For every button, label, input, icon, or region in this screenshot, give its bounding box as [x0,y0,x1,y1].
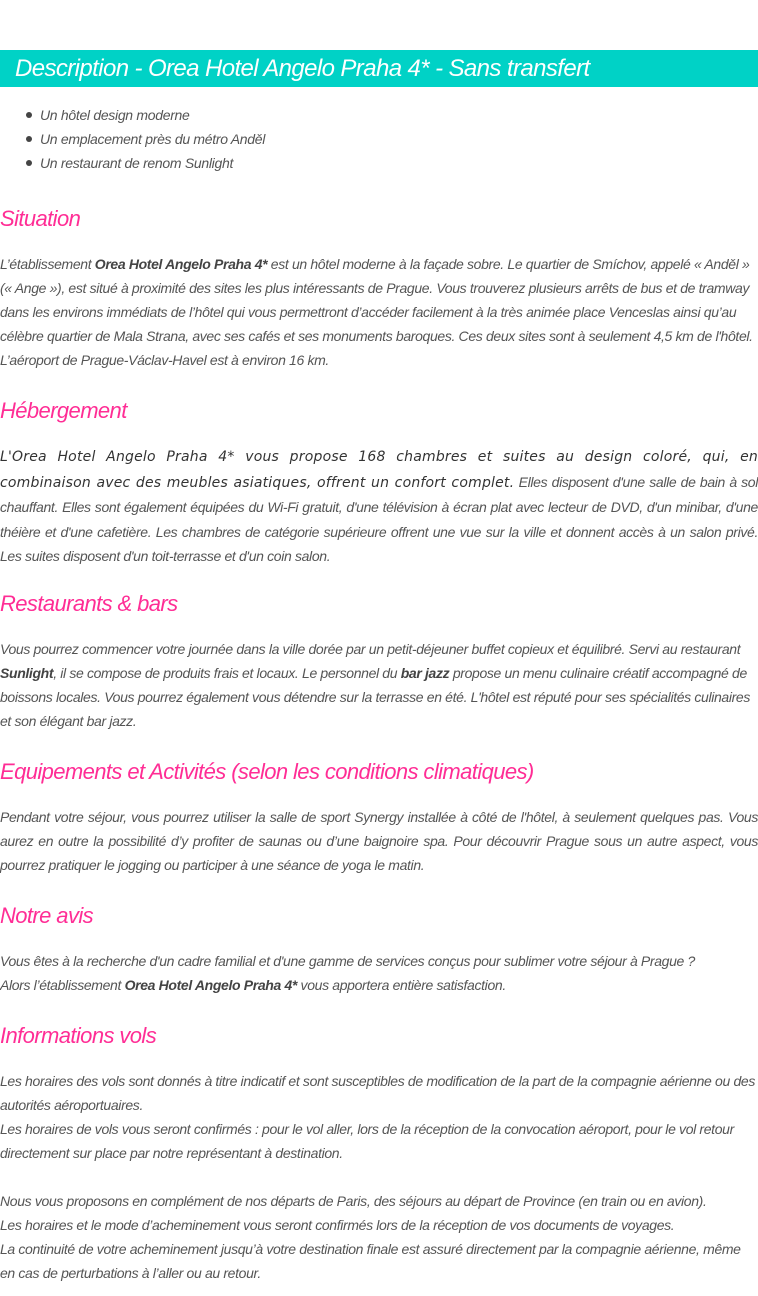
text: Alors l’établissement [0,977,125,993]
paragraph: Nous vous proposons en complément de nos départs de Paris, des séjours au départ de Province (en train ou en avion). [0,1193,707,1209]
paragraph [0,973,758,997]
section-heading: Restaurants & bars [0,591,178,616]
section-heading: Informations vols [0,1023,157,1048]
paragraph: Les horaires de vols vous seront confirmés : pour le vol aller, lors de la réception de la convocation aéroport, pour le vol retour directement sur place par notre représentant à destination. [0,1121,734,1161]
section-body [0,949,758,997]
section-body [0,444,758,569]
paragraph: Les horaires et le mode d’acheminement vous seront confirmés lors de la réception de vos documents de voyages. [0,1217,675,1233]
text: , il se compose de produits frais et locaux. Le personnel du [53,665,401,681]
section-body [0,1069,758,1285]
bar-name: bar jazz [400,665,450,681]
highlights-list [0,103,265,175]
section-heading: Hébergement [0,398,127,423]
paragraph [0,637,758,733]
bullet-icon [26,112,32,118]
text: vous apportera entière satisfaction. [297,977,506,993]
text: Elles disposent d'une salle de bain à sol chauffant. Elles sont également équipées du Wi-Fi gratuit, d'une télévision à écran plat avec lecteur de DVD, d'un minibar, d'une théière et d'une cafetière. Les chambres de catégorie supérieure offrent une vue sur la ville et donnent accès à un salon privé. Les suites disposent d'un toit-terrasse et d'un coin salon. [0,473,758,564]
description-title-bar [0,50,758,87]
section-situation [0,201,758,372]
list-item [0,103,265,127]
text: L’établissement [0,256,95,272]
text: propose un menu culinaire créatif accompagné de boissons locales. Vous pourrez également vous détendre sur la terrasse en été. L'hôtel est réputé pour ses spécialités culinaires et son élégant bar jazz. [0,665,751,729]
text: Vous pourrez commencer votre journée dans la ville dorée par un petit-déjeuner buffet copieux et équilibré. Servi au restaurant [0,641,741,657]
section-heading: Notre avis [0,903,94,928]
highlight-text: Un restaurant de renom Sunlight [40,155,234,171]
hotel-name: Orea Hotel Angelo Praha 4* [94,256,268,272]
section-body [0,805,758,877]
paragraph: Vous êtes à la recherche d'un cadre familial et d'une gamme de services conçus pour sublimer votre séjour à Prague ? [0,953,695,969]
section-informations-vols [0,1018,758,1285]
bullet-icon [26,160,32,166]
paragraph: Les horaires des vols sont donnés à titre indicatif et sont susceptibles de modification de la part de la compagnie aérienne ou des autorités aéroportuaires. [0,1073,755,1113]
highlight-text: Un emplacement près du métro Anděl [40,131,266,147]
bullet-icon [26,136,32,142]
restaurant-name: Sunlight [0,665,54,681]
paragraph: Pendant votre séjour, vous pourrez utiliser la salle de sport Synergy installée à côté de l'hôtel, à seulement quelques pas. Vous aurez en outre la possibilité d’y profiter de saunas ou d’une baignoire spa. Pour découvrir Prague sous un autre aspect, vous pourrez pratiquer le jogging ou participer à une séance de yoga le matin. [0,809,758,873]
page-title: Description - Orea Hotel Angelo Praha 4* - Sans transfert [15,54,590,82]
hotel-name: Orea Hotel Angelo Praha 4* [124,977,298,993]
list-item [0,127,265,151]
lead-text: L'Orea Hotel Angelo Praha 4* vous propose 168 chambres et suites au design coloré, qui, en combinaison avec des meubles asiatiques, offrent un confort complet. [0,449,758,491]
section-body [0,252,758,372]
section-hebergement [0,393,758,569]
section-heading: Equipements et Activités (selon les conditions climatiques) [0,759,534,784]
section-equipements [0,754,758,877]
paragraph [0,444,758,569]
highlight-text: Un hôtel design moderne [40,107,190,123]
paragraph: La continuité de votre acheminement jusqu’à votre destination finale est assuré directement par la compagnie aérienne, même en cas de perturbations à l’aller ou au retour. [0,1241,741,1281]
text: est un hôtel moderne à la façade sobre. Le quartier de Smíchov, appelé « Anděl » (« Ange »), est situé à proximité des sites les plus intéressants de Prague. Vous trouverez plusieurs arrêts de bus et de tramway dans les environs immédiats de l’hôtel qui vous permettront d’accéder facilement à la très animée place Venceslas ainsi qu’au célèbre quartier de Mala Strana, avec ses cafés et ses monuments baroques. Ces deux sites sont à seulement 4,5 km de l'hôtel. L’aéroport de Prague-Václav-Havel est à environ 16 km. [0,256,753,368]
section-restaurants [0,586,758,733]
paragraph [0,252,758,372]
spacer [0,1165,758,1189]
list-item [0,151,265,175]
section-notre-avis [0,898,758,997]
section-body [0,637,758,733]
section-heading: Situation [0,206,81,231]
